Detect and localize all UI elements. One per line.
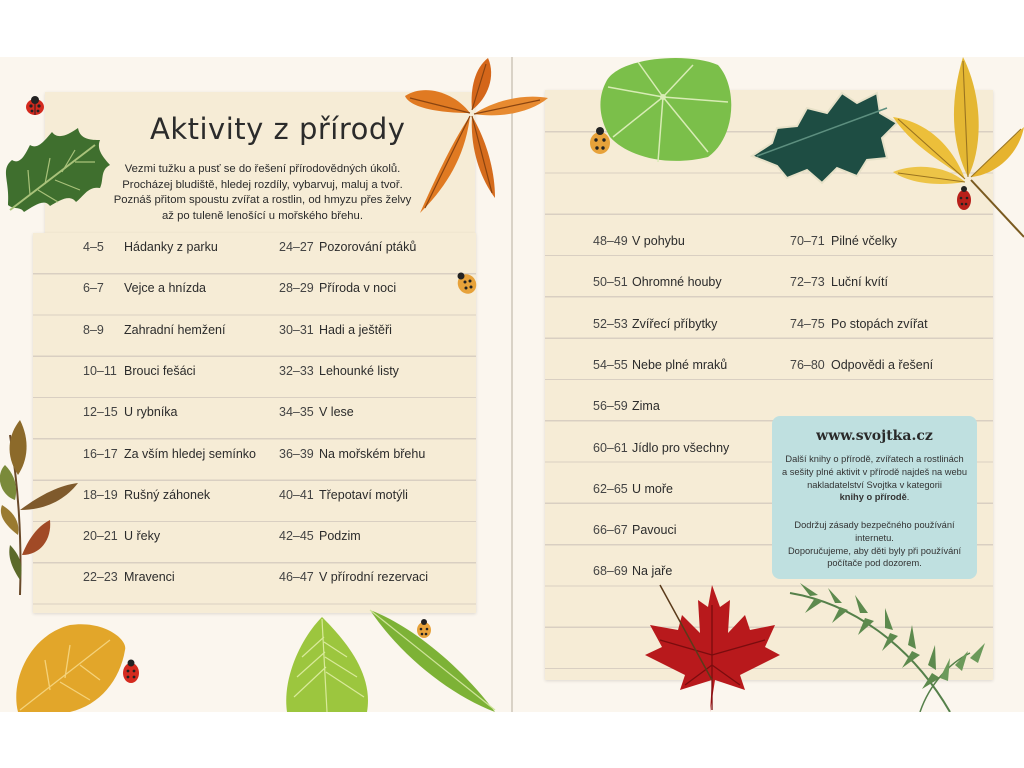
willow-leaf-icon	[370, 605, 500, 712]
toc-entry	[279, 240, 416, 254]
ladybird-icon	[22, 95, 48, 117]
toc-page-range: 12–15	[83, 405, 118, 420]
toc-title: V lese	[319, 405, 354, 420]
toc-entry	[279, 323, 392, 337]
toc-title: Za vším hledej semínko	[124, 446, 256, 461]
toc-page-range: 22–23	[83, 570, 118, 585]
toc-title: Brouci fešáci	[124, 363, 196, 378]
website-link[interactable]: www.svojtka.cz	[816, 428, 933, 444]
toc-page-range: 60–61	[593, 440, 628, 455]
toc-page-range: 42–45	[279, 529, 314, 544]
toc-page-range: 74–75	[790, 316, 825, 331]
category-name: knihy o přírodě	[839, 492, 907, 503]
toc-title: Vejce a hnízda	[124, 281, 207, 296]
page-bottom-margin	[0, 712, 1024, 768]
toc-page-range: 20–21	[83, 529, 118, 544]
toc-entry	[83, 240, 218, 254]
toc-title: Na mořském břehu	[319, 446, 426, 461]
toc-title: Nebe plné mraků	[632, 357, 728, 372]
info-line: nakladatelství Svojtka v kategorii	[807, 479, 942, 490]
toc-entry	[279, 405, 354, 419]
safety-line: Doporučujeme, aby děti byly při používání	[787, 545, 962, 556]
toc-entry	[279, 529, 361, 543]
toc-page-range: 32–33	[279, 363, 314, 378]
toc-page-range: 68–69	[593, 564, 628, 579]
toc-title: Lehounké listy	[319, 363, 399, 378]
toc-title: Pavouci	[632, 523, 677, 538]
toc-title: V pohybu	[632, 234, 685, 248]
toc-page-range: 34–35	[279, 405, 314, 420]
toc-title: Příroda v noci	[319, 281, 397, 296]
toc-page-range: 36–39	[279, 446, 314, 461]
toc-page-range: 48–49	[593, 234, 628, 248]
toc-title: U rybníka	[124, 405, 178, 420]
info-paragraph	[780, 453, 969, 504]
toc-entry	[593, 234, 685, 248]
toc-page-range: 24–27	[279, 240, 314, 254]
fern-icon	[790, 583, 990, 712]
toc-page-range: 30–31	[279, 322, 314, 337]
toc-title: Podzim	[319, 529, 361, 544]
toc-entry	[593, 564, 672, 578]
toc-entry	[279, 364, 399, 378]
toc-page-range: 56–59	[593, 399, 628, 414]
toc-entry	[593, 399, 660, 413]
toc-title: Hadi a ještěři	[319, 322, 392, 337]
toc-title: Mravenci	[124, 570, 175, 585]
toc-title: Zvířecí příbytky	[632, 316, 718, 331]
safety-paragraph	[780, 519, 969, 570]
toc-title: Luční kvítí	[831, 275, 888, 290]
toc-entry	[279, 570, 428, 584]
toc-entry	[279, 281, 396, 295]
toc-title: Odpovědi a řešení	[831, 357, 934, 372]
toc-title: Po stopách zvířat	[831, 316, 928, 331]
oak-leaf-icon	[0, 110, 115, 225]
toc-entry	[790, 358, 933, 372]
toc-page-range: 46–47	[279, 570, 314, 585]
toc-page-range: 18–19	[83, 487, 118, 502]
info-line: a sešity plné aktivit v přírodě najdeš na webu	[781, 466, 967, 477]
toc-entry	[83, 323, 225, 337]
toc-entry	[83, 364, 196, 378]
safety-line: Dodržuj zásady bezpečného používání internetu.	[794, 520, 955, 543]
ladybird-icon	[953, 183, 975, 213]
toc-entry	[790, 275, 888, 289]
toc-title: Na jaře	[632, 564, 673, 579]
toc-entry	[83, 405, 178, 419]
toc-page-range: 28–29	[279, 281, 314, 296]
toc-page-range: 54–55	[593, 357, 628, 372]
toc-title: U řeky	[124, 529, 161, 544]
toc-entry	[83, 570, 175, 584]
intro-line: Procházej bludiště, hledej rozdíly, vybarvuj, maluj a tvoř.	[122, 178, 403, 191]
toc-title: Zima	[632, 399, 660, 414]
toc-page-range: 66–67	[593, 523, 628, 538]
toc-entry	[593, 523, 676, 537]
toc-entry	[83, 281, 206, 295]
toc-entry	[279, 447, 425, 461]
ladybird-icon	[585, 123, 615, 157]
toc-entry	[593, 441, 729, 455]
toc-page-range: 10–11	[83, 363, 117, 378]
intro-line: až po tuleně lenošící u mořského břehu.	[162, 209, 363, 222]
maple-leaf-icon	[640, 585, 780, 712]
toc-page-range: 72–73	[790, 275, 825, 290]
aspen-leaf-icon	[10, 620, 130, 712]
toc-title: Hádanky z parku	[124, 240, 218, 254]
toc-page-range: 70–71	[790, 234, 825, 248]
toc-entry	[83, 447, 256, 461]
toc-page-range: 52–53	[593, 316, 628, 331]
intro-line: Vezmi tužku a pusť se do řešení přírodovědných úkolů.	[124, 163, 401, 175]
toc-title: Pilné včelky	[831, 234, 897, 248]
toc-entry	[790, 234, 897, 248]
page-title: Aktivity z přírody	[150, 112, 406, 146]
toc-title: V přírodní rezervaci	[319, 570, 429, 585]
toc-page-range: 8–9	[83, 322, 104, 337]
toc-title: Pozorování ptáků	[319, 240, 417, 254]
toc-page-range: 16–17	[83, 446, 118, 461]
toc-page-range: 6–7	[83, 281, 104, 296]
toc-page-range: 50–51	[593, 275, 628, 290]
toc-page-range: 40–41	[279, 487, 314, 502]
branch-leaves-icon	[0, 415, 80, 595]
period: .	[906, 492, 910, 503]
beech-leaf-icon	[282, 617, 374, 712]
intro-line: Poznáš přitom spoustu zvířat a rostlin, od hmyzu přes želvy	[113, 194, 412, 206]
holly-leaf-icon	[752, 88, 897, 183]
toc-title: Zahradní hemžení	[124, 322, 226, 337]
toc-page-range: 4–5	[83, 240, 104, 254]
info-line-bold	[780, 491, 969, 504]
round-leaf-icon	[598, 57, 738, 162]
toc-title: U moře	[632, 481, 673, 496]
toc-title: Třepotaví motýli	[319, 487, 408, 502]
toc-entry	[83, 529, 160, 543]
chestnut-leaf-icon	[400, 58, 550, 218]
toc-entry	[593, 358, 727, 372]
ladybird-icon	[452, 268, 482, 298]
ladybird-icon	[413, 617, 435, 641]
info-line: Další knihy o přírodě, zvířatech a rostlinách	[785, 454, 964, 464]
toc-title: Rušný záhonek	[124, 487, 211, 502]
toc-entry	[279, 488, 408, 502]
toc-entry	[83, 488, 210, 502]
toc-title: Ohromné houby	[632, 275, 722, 290]
intro-text	[90, 162, 435, 224]
toc-page-range: 76–80	[790, 357, 825, 372]
info-box	[772, 416, 977, 579]
toc-title: Jídlo pro všechny	[632, 440, 730, 455]
safety-line: počítače pod dozorem.	[827, 558, 922, 569]
toc-entry	[593, 317, 717, 331]
toc-entry	[790, 317, 928, 331]
toc-entry	[593, 275, 722, 289]
toc-entry	[593, 482, 673, 496]
toc-page-range: 62–65	[593, 481, 628, 496]
